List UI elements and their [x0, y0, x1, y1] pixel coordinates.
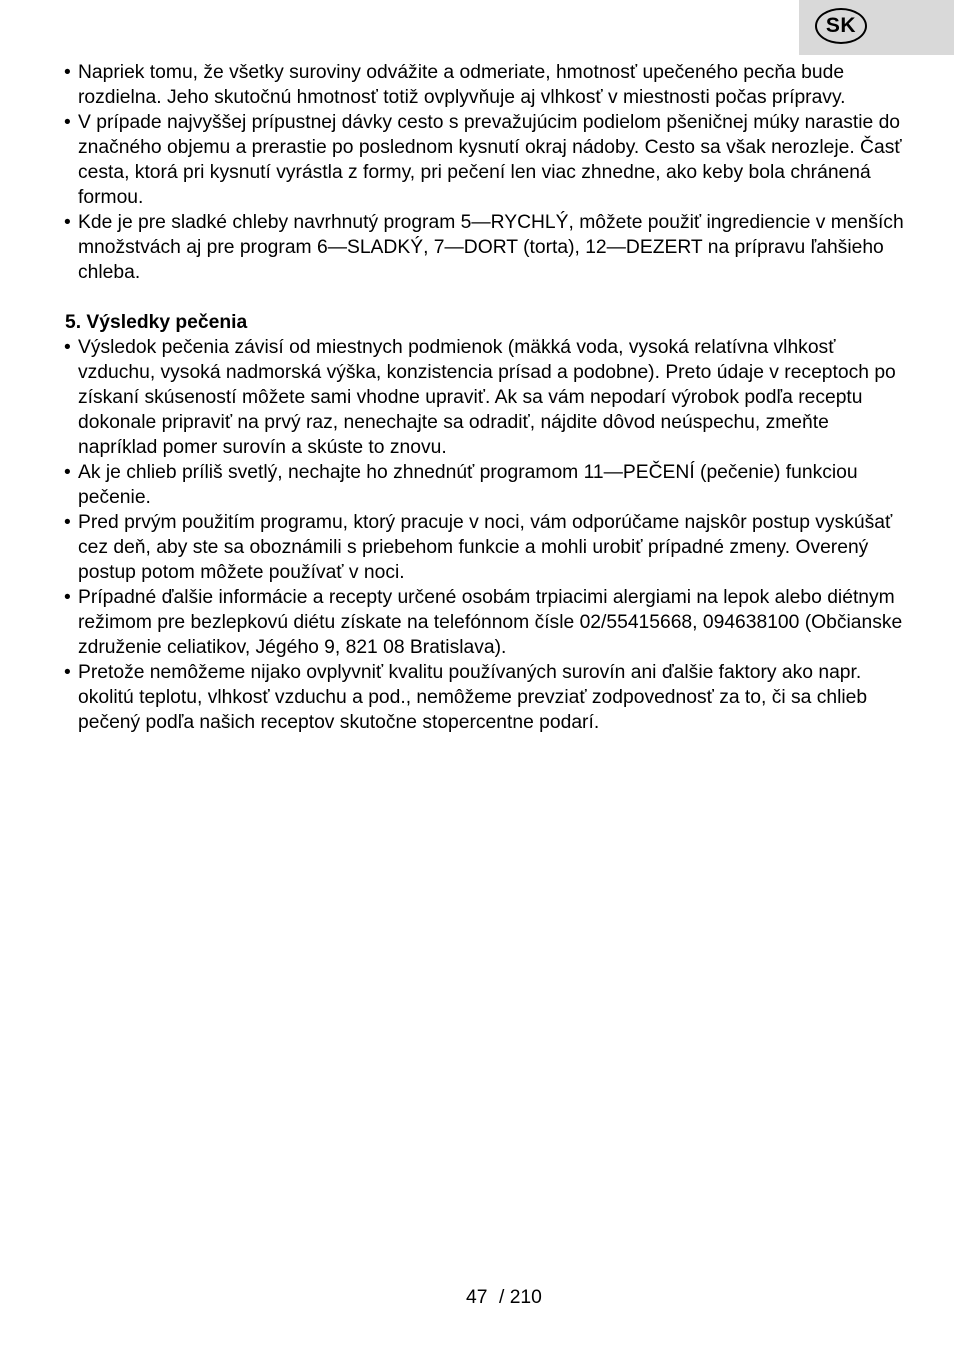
page-number: 47: [466, 1287, 488, 1308]
list-item: • Prípadné ďalšie informácie a recepty určené osobám trpiacimi alergiami na lepok alebo diétnym režimom pre bezlepkovú diétu získate na telefónnom čísle 02/55415668, 094638100 (Občianske združenie celiatikov, Jégého 9, 821 08 Bratislava).: [64, 585, 904, 660]
intro-bullet-list: [64, 60, 904, 285]
language-badge: SK: [815, 8, 867, 44]
list-item: • Pretože nemôžeme nijako ovplyvniť kvalitu používaných surovín ani ďalšie faktory ako napr. okolitú teplotu, vlhkosť vzduchu a pod., nemôžeme prevziať zodpovednosť za to, či sa chlieb pečený podľa našich receptov skutočne stopercentne podarí.: [64, 660, 904, 735]
section-heading: 5. Výsledky pečenia: [65, 312, 248, 333]
document-body: [64, 60, 904, 735]
list-item: • Výsledok pečenia závisí od miestnych podmienok (mäkká voda, vysoká relatívna vlhkosť vzduchu, vysoká nadmorská výška, konzistencia prísad a podobne). Preto údaje v receptoch po získaní skúseností môžete sami vhodne upraviť. Ak sa vám nepodarí výrobok podľa receptu dokonale pripraviť na prvý raz, nenechajte sa odradiť, nájdite dôvod neúspechu, zmeňte napríklad pomer surovín a skúste to znovu.: [64, 335, 904, 460]
list-item: • Ak je chlieb príliš svetlý, nechajte ho zhnednúť programom 11—PEČENÍ (pečenie) funkciou pečenie.: [64, 460, 904, 510]
language-tab: [799, 0, 954, 55]
section-bullet-list: [64, 335, 904, 735]
list-item: • Kde je pre sladké chleby navrhnutý program 5—RYCHLÝ, môžete použiť ingrediencie v menších množstvách aj pre program 6—SLADKÝ, 7—DORT (torta), 12—DEZERT na prípravu ľahšieho chleba.: [64, 210, 904, 285]
list-item: • Napriek tomu, že všetky suroviny odvážite a odmeriate, hmotnosť upečeného pecňa bude rozdielna. Jeho skutočnú hmotnosť totiž ovplyvňuje aj vlhkosť v miestnosti počas prípravy.: [64, 60, 904, 110]
page-total: / 210: [499, 1287, 542, 1308]
list-item: • Pred prvým použitím programu, ktorý pracuje v noci, vám odporúčame najskôr postup vyskúšať cez deň, aby ste sa oboznámili s priebehom funkcie a mohli urobiť prípadné zmeny. Overený postup potom môžete používať v noci.: [64, 510, 904, 585]
list-item: • V prípade najvyššej prípustnej dávky cesto s prevažujúcim podielom pšeničnej múky narastie do značného objemu a prerastie po poslednom kysnutí okraj nádoby. Cesto sa však nerozleje. Časť cesta, ktorá pri kysnutí vyrástla z formy, pri pečení len viac zhnedne, ako keby bola chránená formou.: [64, 110, 904, 210]
